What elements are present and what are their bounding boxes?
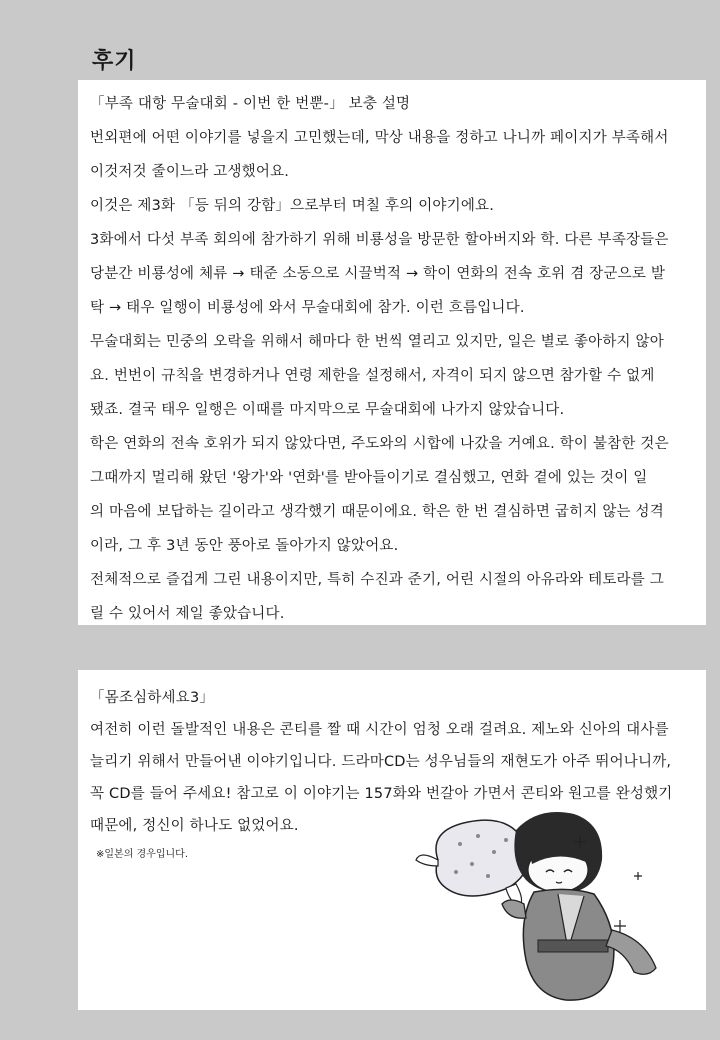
section2-line: 꼭 CD를 들어 주세요! 참고로 이 이야기는 157화와 번갈아 가면서 콘티와 원고를 완성했기 [90, 786, 673, 802]
chibi-character-illustration [398, 800, 698, 1015]
section1-line: 3화에서 다섯 부족 회의에 참가하기 위해 비룡성을 방문한 할아버지와 학. 다른 부족장들은 [90, 232, 669, 248]
section1-line: 학은 연화의 전속 호위가 되지 않았다면, 주도와의 시합에 나갔을 거예요. 학이 불참한 것은 [90, 436, 669, 452]
section1-line: 전체적으로 즐겁게 그린 내용이지만, 특히 수진과 준기, 어린 시절의 아유라와 테토라를 그 [90, 572, 664, 588]
section1-line: 당분간 비룡성에 체류 → 태준 소동으로 시끌벅적 → 학이 연화의 전속 호위 겸 장군으로 발 [90, 266, 666, 282]
afterword-text-1 [78, 80, 706, 626]
footnote: ※일본의 경우입니다. [96, 849, 189, 860]
section1-line: 「부족 대항 무술대회 - 이번 한 번뿐-」 보충 설명 [90, 96, 411, 112]
section1-line: 이라, 그 후 3년 동안 풍아로 돌아가지 않았어요. [90, 538, 399, 554]
section1-line: 번외편에 어떤 이야기를 넣을지 고민했는데, 막상 내용을 정하고 나니까 페이지가 부족해서 [90, 130, 669, 146]
section1-line: 요. 번번이 규칙을 변경하거나 연령 제한을 설정해서, 자격이 되지 않으면 참가할 수 없게 [90, 368, 655, 384]
section1-line: 그때까지 멀리해 왔던 '왕가'와 '연화'를 받아들이기로 결심했고, 연화 곁에 있는 것이 일 [90, 470, 648, 486]
section1-line: 이것은 제3화 「등 뒤의 강함」으로부터 며칠 후의 이야기에요. [90, 198, 495, 214]
section2-line: 「몸조심하세요3」 [90, 690, 215, 706]
section1-line: 됐죠. 결국 태우 일행은 이때를 마지막으로 무술대회에 나가지 않았습니다. [90, 402, 565, 418]
section2-line: 때문에, 정신이 하나도 없었어요. [90, 818, 299, 834]
section1-line: 탁 → 태우 일행이 비룡성에 와서 무술대회에 참가. 이런 흐름입니다. [90, 300, 525, 316]
page-title: 후기 [92, 49, 137, 74]
section1-line: 의 마음에 보답하는 길이라고 생각했기 때문이에요. 학은 한 번 결심하면 굽히지 않는 성격 [90, 504, 664, 520]
section2-line: 여전히 이런 돌발적인 내용은 콘티를 짤 때 시간이 엄청 오래 걸려요. 제노와 신아의 대사를 [90, 722, 669, 738]
section2-line: 늘리기 위해서 만들어낸 이야기입니다. 드라마CD는 성우님들의 재현도가 아주 뛰어나니까, [90, 754, 672, 770]
section1-line: 무술대회는 민중의 오락을 위해서 해마다 한 번씩 열리고 있지만, 일은 별로 좋아하지 않아 [90, 334, 664, 350]
pillow-icon [416, 820, 528, 908]
afterword-panel-1 [78, 80, 706, 625]
section1-line: 이것저것 줄이느라 고생했어요. [90, 164, 290, 180]
section1-line: 릴 수 있어서 제일 좋았습니다. [90, 606, 285, 622]
